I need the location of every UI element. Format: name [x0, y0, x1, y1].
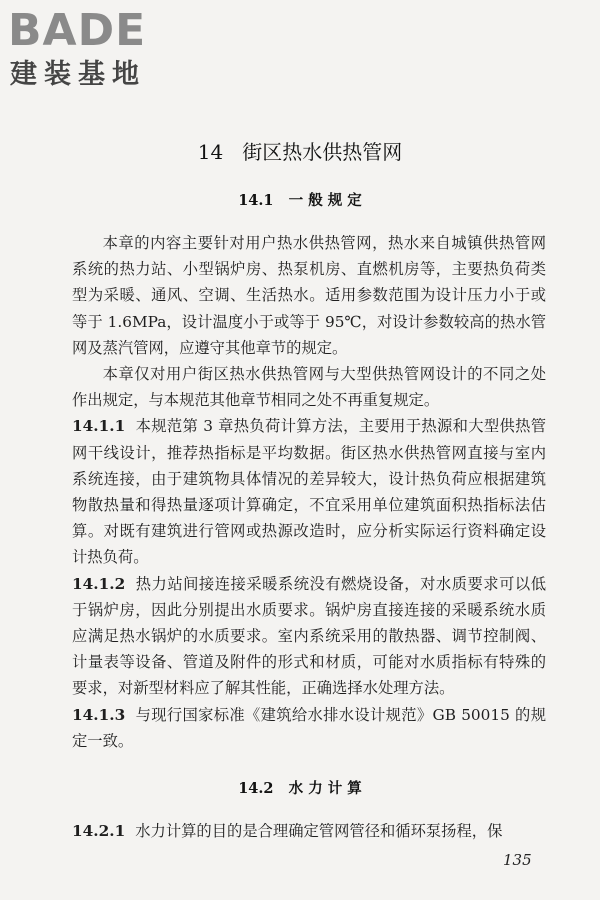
paragraph: 本章的内容主要针对用户热水供热管网，热水来自城镇供热管网系统的热力站、小型锅炉房、热泵机房、直燃机房等，主要热负荷类型为采暖、通风、空调、生活热水。适用参数范围为设计压力小于或等于 1.6MPa，设计温度小于或等于 95℃，对设计参数较高的热水管网及蒸汽管网，应遵守其他章节的规定。 — [72, 234, 546, 357]
paragraph: 本章仅对用户街区热水供热管网与大型供热管网设计的不同之处作出规定，与本规范其他章节相同之处不再重复规定。 — [72, 365, 546, 410]
brand-logo-subtitle: 建装基地 — [10, 59, 146, 90]
clause-text: 本规范第 3 章热负荷计算方法，主要用于热源和大型供热管网干线设计，推荐热指标是平均数据。街区热水供热管网直接与室内系统连接，由于建筑物具体情况的差异较大，设计热负荷应根据建筑物散热量和得热量逐项计算确定，不宜采用单位建筑面积热指标法估算。对既有建筑进行管网或热源改造时，应分析实际运行资料确定设计热负荷。 — [72, 417, 546, 567]
section-body-general — [72, 230, 546, 754]
clause — [72, 571, 546, 702]
section-title-hydraulic: 14.2 水 力 计 算 — [238, 780, 362, 797]
section-title-general: 14.1 一 般 规 定 — [238, 192, 362, 209]
clause-number: 14.1.2 — [72, 574, 126, 593]
clause-text: 热力站间接连接采暖系统没有燃烧设备，对水质要求可以低于锅炉房，因此分别提出水质要求。锅炉房直接连接的采暖系统水质应满足热水锅炉的水质要求。室内系统采用的散热器、调节控制阀、计量表等设备、管道及附件的形式和材质，可能对水质指标有特殊的要求，对新型材料应了解其性能，正确选择水处理方法。 — [72, 574, 546, 698]
clause-number: 14.1.1 — [72, 417, 126, 436]
section-body-hydraulic — [72, 818, 546, 844]
clause-number: 14.1.3 — [72, 705, 126, 724]
clause — [72, 413, 546, 570]
brand-logo-text: BADE — [8, 5, 147, 56]
clause — [72, 702, 546, 754]
clause-text: 与现行国家标准《建筑给水排水设计规范》GB 50015 的规定一致。 — [72, 705, 546, 750]
clause-number: 14.2.1 — [72, 822, 126, 840]
page-number: 135 — [503, 851, 532, 869]
clause — [72, 818, 546, 844]
clause-text: 水力计算的目的是合理确定管网管径和循环泵扬程，保 — [135, 822, 503, 840]
chapter-title: 14 街区热水供热管网 — [197, 140, 403, 164]
